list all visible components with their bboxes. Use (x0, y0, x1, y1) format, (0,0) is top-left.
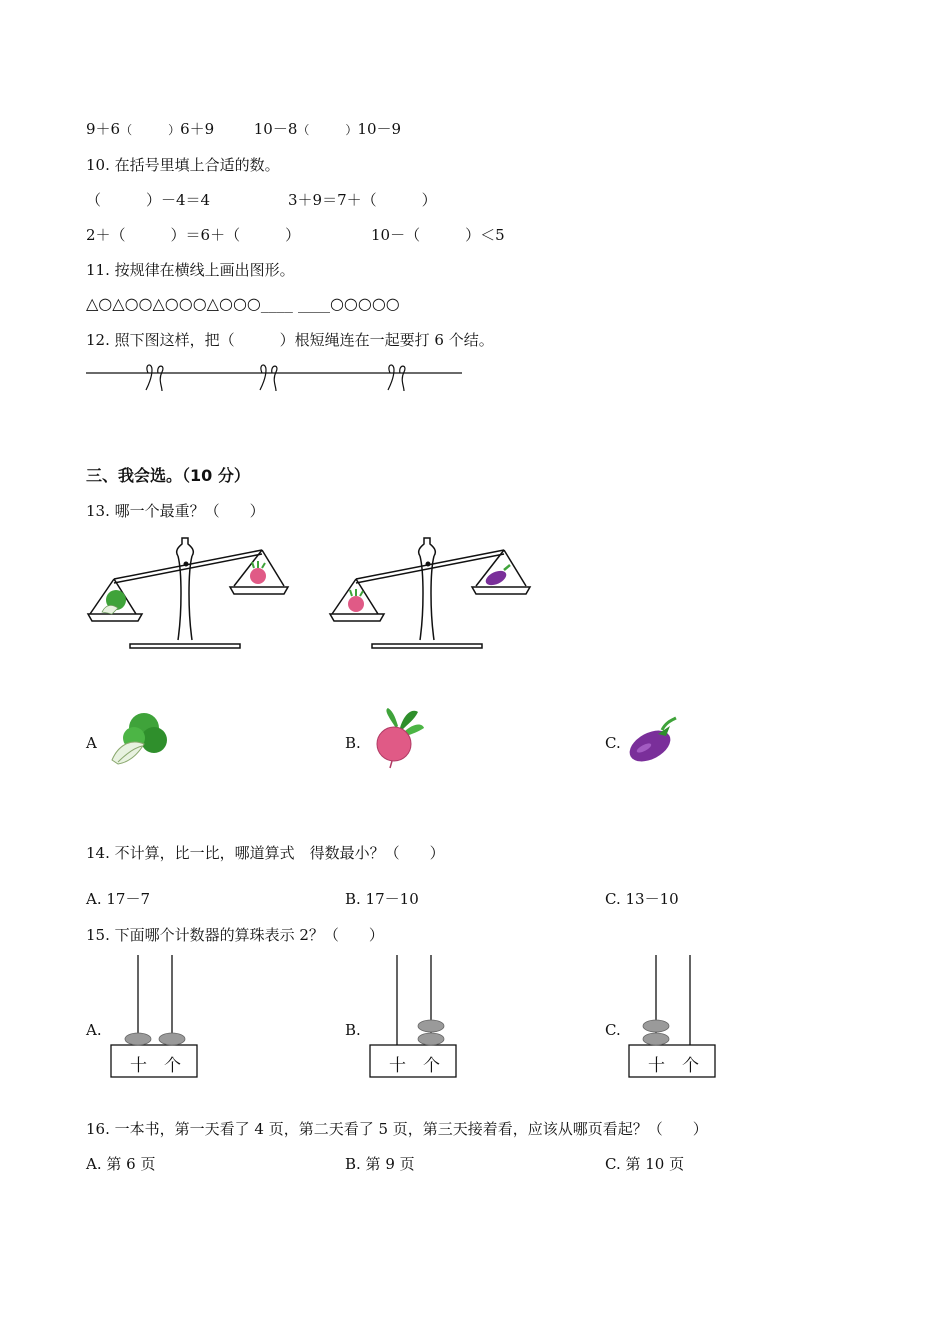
q14-option-c[interactable]: C. 13－10 (605, 890, 679, 908)
abacus-bead (418, 1033, 444, 1045)
abacus-bead (418, 1020, 444, 1032)
q15-option-b-label[interactable]: B. (345, 1021, 361, 1039)
q16-option-c[interactable]: C. 第 10 页 (605, 1155, 685, 1173)
q14-option-a[interactable]: A. 17－7 (86, 890, 150, 908)
q13-title: 13. 哪一个最重？（ ） (86, 502, 265, 520)
knot-1 (146, 365, 163, 391)
q9-line (86, 118, 401, 139)
q9-blank-1[interactable]: （ ） (120, 123, 181, 137)
abacus-bead (643, 1020, 669, 1032)
q11-sequence[interactable]: △○△○○△○○○△○○○____ ____○○○○○ (86, 294, 400, 313)
tens-label: 十 (648, 1056, 665, 1076)
abacus-bead (125, 1033, 151, 1045)
q10-row1-a[interactable]: （ ）－4＝4 (86, 191, 211, 209)
q12-title: 12. 照下图这样，把（ ）根短绳连在一起要打 6 个结。 (86, 331, 494, 349)
eggplant-on-scale (483, 565, 510, 588)
q13-option-a-label[interactable]: A (86, 734, 97, 752)
ones-label: 个 (164, 1056, 181, 1076)
q15-option-c-label[interactable]: C. (605, 1021, 621, 1039)
radish-icon[interactable] (366, 706, 428, 768)
q13-option-b-label[interactable]: B. (345, 734, 361, 752)
ones-label: 个 (423, 1056, 440, 1076)
eggplant-icon[interactable] (626, 714, 682, 766)
q15-title: 15. 下面哪个计数器的算珠表示 2？（ ） (86, 926, 384, 944)
counter-c-rods (628, 955, 718, 1080)
q9-expr-c: 10－8 (253, 120, 298, 138)
q9-expr-d: 10－9 (357, 120, 402, 138)
tens-label: 十 (130, 1056, 147, 1076)
knot-3 (388, 365, 405, 391)
q10-row2-a[interactable]: 2＋（ ）＝6＋（ ） (86, 226, 301, 244)
q9-expr-b: 6＋9 (180, 120, 215, 138)
counter-a[interactable] (110, 955, 200, 1080)
abacus-bead (159, 1033, 185, 1045)
q10-title: 10. 在括号里填上合适的数。 (86, 156, 280, 174)
balance-scale-2 (328, 532, 538, 654)
cabbage-icon[interactable] (108, 708, 170, 768)
counter-c[interactable] (628, 955, 718, 1080)
counter-a-rods (110, 955, 200, 1080)
abacus-bead (643, 1033, 669, 1045)
q16-option-a[interactable]: A. 第 6 页 (86, 1155, 156, 1173)
section-3-heading: 三、我会选。（10 分） (86, 466, 250, 485)
q16-title: 16. 一本书，第一天看了 4 页，第二天看了 5 页，第三天接着看，应该从哪页看起？（ ） (86, 1120, 708, 1138)
balance-scale-1 (86, 532, 296, 654)
q15-option-a-label[interactable]: A. (86, 1021, 102, 1039)
q13-option-c-label[interactable]: C. (605, 734, 621, 752)
knot-2 (260, 365, 277, 391)
q9-blank-2[interactable]: （ ） (297, 123, 358, 137)
q10-row2-b[interactable]: 10－（ ）＜5 (371, 226, 505, 244)
cabbage-on-scale (102, 590, 126, 614)
counter-b[interactable] (369, 955, 459, 1080)
q11-title: 11. 按规律在横线上画出图形。 (86, 261, 295, 279)
radish-on-scale (250, 561, 266, 584)
tens-label: 十 (389, 1056, 406, 1076)
q16-option-b[interactable]: B. 第 9 页 (345, 1155, 415, 1173)
q9-expr-a: 9＋6 (86, 120, 121, 138)
counter-b-rods (369, 955, 459, 1080)
rope-knots-figure (86, 358, 466, 396)
q14-title: 14. 不计算，比一比，哪道算式 得数最小？（ ） (86, 844, 445, 862)
ones-label: 个 (682, 1056, 699, 1076)
q14-option-b[interactable]: B. 17－10 (345, 890, 419, 908)
q10-row1-b[interactable]: 3＋9＝7＋（ ） (288, 191, 437, 209)
radish-on-scale (348, 589, 364, 612)
